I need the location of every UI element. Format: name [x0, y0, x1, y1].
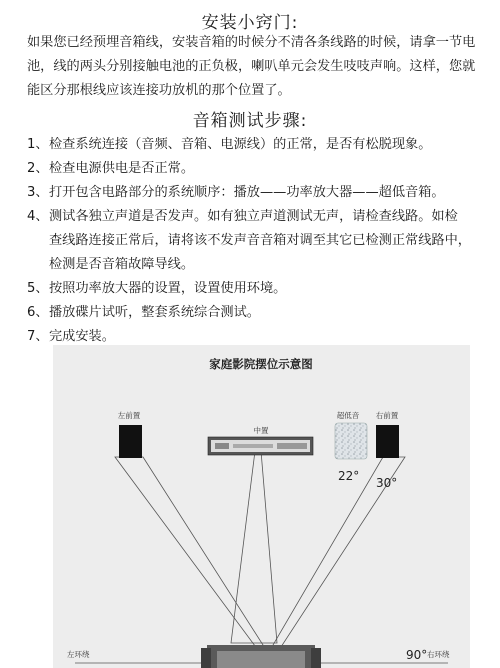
tips-line: 如果您已经预埋音箱线，安装音箱的时候分不清各条线路的时候，请拿一节电 [27, 35, 476, 50]
step-number: 5、 [27, 281, 49, 296]
step-number: 3、 [27, 185, 49, 200]
angle-90-label: 90° [406, 648, 428, 662]
step-item [27, 205, 487, 277]
step-item [27, 181, 487, 205]
step-number: 4、 [27, 209, 49, 224]
step-number: 7、 [27, 329, 49, 344]
step-text: 检查系统连接（音频、音箱、电源线）的正常，是否有松脱现象。 [49, 137, 432, 152]
step-text: 打开包含电路部分的系统顺序：播放——功率放大器——超低音箱。 [49, 185, 445, 200]
front-left-beam [115, 457, 263, 650]
step-text: 完成安装。 [49, 329, 115, 344]
step-number: 2、 [27, 161, 49, 176]
front-right-label: 右前置 [375, 411, 399, 420]
steps-list [27, 133, 487, 349]
home-theater-diagram [53, 345, 470, 668]
tips-line: 能区分那根线应该连接功放机的那个位置了。 [27, 83, 291, 98]
step-text: 检测是否音箱故障导线。 [49, 257, 195, 272]
step-text: 检查电源供电是否正常。 [49, 161, 195, 176]
tips-heading: 安装小窍门: [201, 13, 299, 33]
listening-seat [201, 645, 321, 668]
surround-left-label: 左环绕 [67, 650, 90, 659]
center-label: 中置 [253, 426, 269, 435]
subwoofer-label: 超低音 [336, 411, 360, 420]
step-item [27, 301, 487, 325]
front-right-speaker [376, 425, 399, 458]
diagram-canvas [53, 345, 470, 668]
tips-paragraph [27, 31, 479, 103]
front-left-label: 左前置 [117, 411, 141, 420]
surround-right-label: 右环绕 [427, 650, 450, 659]
step-text: 测试各独立声道是否发声。如有独立声道测试无声，请检查线路。如检 [49, 209, 458, 224]
step-number: 1、 [27, 137, 49, 152]
center-beam [231, 451, 277, 643]
step-item [27, 277, 487, 301]
center-speaker [208, 437, 313, 455]
step-text: 按照功率放大器的设置，设置使用环境。 [49, 281, 287, 296]
step-item [27, 157, 487, 181]
steps-heading: 音箱测试步骤: [192, 111, 308, 131]
step-item [27, 133, 487, 157]
subwoofer-speaker [335, 423, 367, 459]
front-left-speaker [119, 425, 142, 458]
step-number: 6、 [27, 305, 49, 320]
angle-30-label: 30° [376, 476, 398, 490]
angle-22-label: 22° [338, 469, 360, 483]
step-text: 查线路连接正常后，请将该不发声音音箱对调至其它已检测正常线路中， [49, 233, 471, 248]
step-text: 播放碟片试听，整套系统综合测试。 [49, 305, 260, 320]
diagram-title: 家庭影院摆位示意图 [209, 357, 313, 371]
tips-line: 池，线的两头分别接触电池的正负极，喇叭单元会发生吱吱声响。这样，您就 [27, 59, 476, 74]
